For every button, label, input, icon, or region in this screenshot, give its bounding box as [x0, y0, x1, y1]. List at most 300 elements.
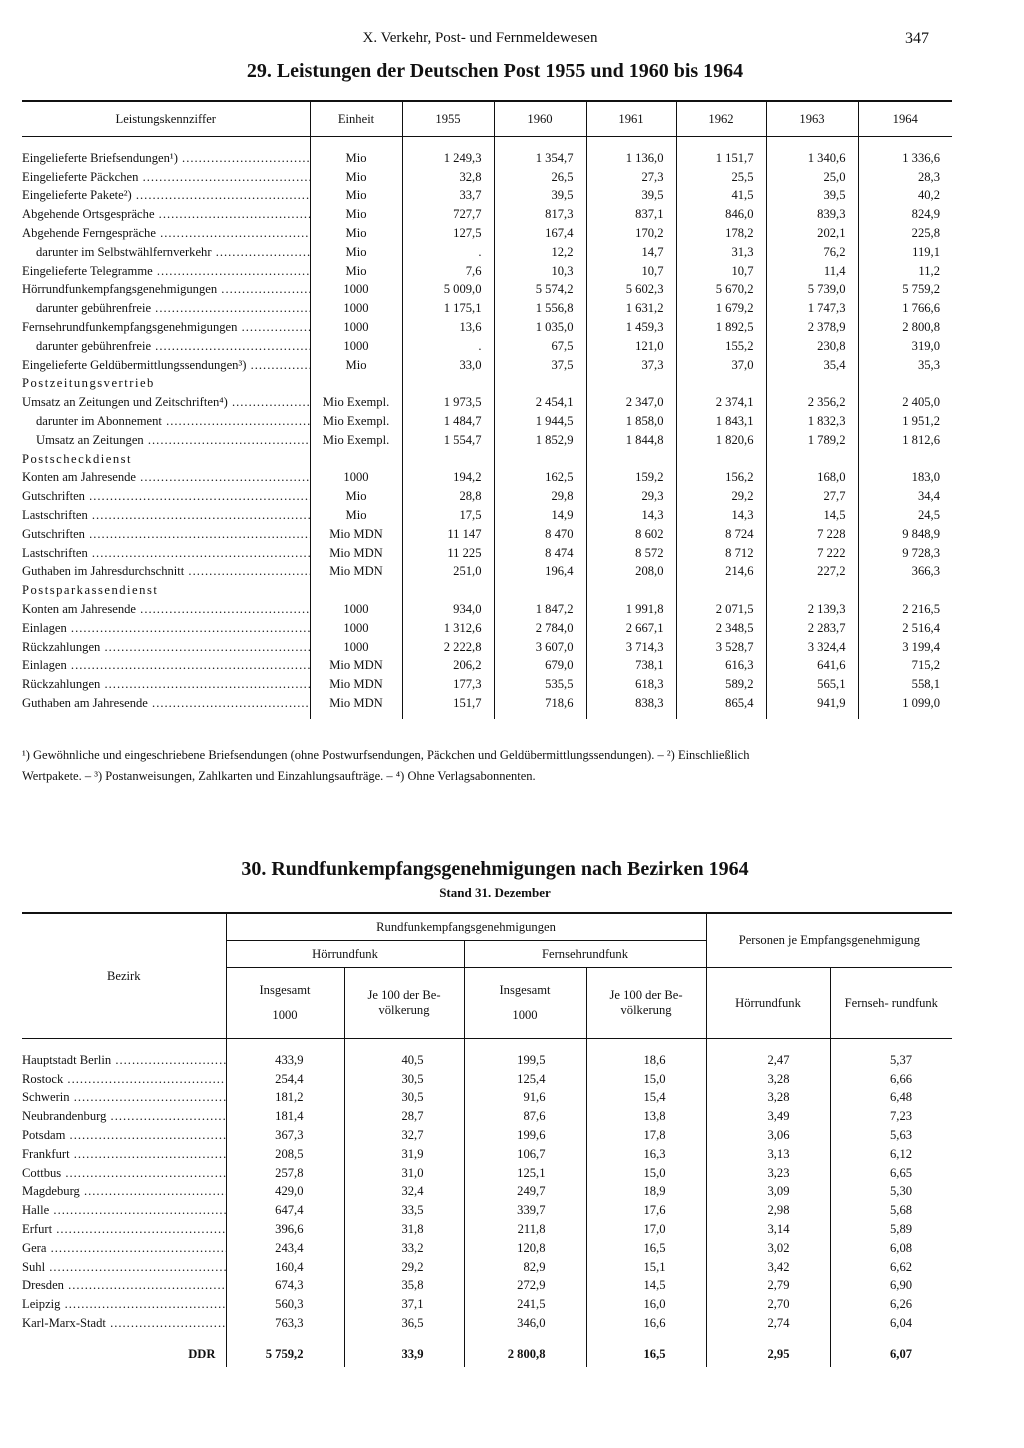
value-cell: 27,7 [766, 487, 858, 506]
value-cell: 1 249,3 [402, 137, 494, 168]
table-row [22, 1039, 952, 1070]
header-unit-label: 1000 [272, 1008, 298, 1022]
table29-title: 29. Leistungen der Deutschen Post 1955 und 1960 bis 1964 [246, 60, 744, 82]
table30-body [22, 1039, 952, 1367]
value-cell: 227,2 [766, 563, 858, 582]
row-label-text: Fernsehrundfunkempfangsgenehmigungen ..... [22, 320, 310, 334]
value-cell: 41,5 [676, 187, 766, 206]
value-cell: 433,9 [226, 1039, 344, 1070]
value-cell: 206,2 [402, 657, 494, 676]
unit-cell: Mio MDN [310, 657, 402, 676]
value-cell: 589,2 [676, 675, 766, 694]
unit-cell [310, 581, 402, 600]
value-cell: 1 747,3 [766, 299, 858, 318]
value-cell: 1 847,2 [494, 600, 586, 619]
table-row [22, 1183, 952, 1202]
value-cell: 11,4 [766, 262, 858, 281]
row-label [22, 412, 310, 431]
value-cell: 1 312,6 [402, 619, 494, 638]
value-cell: 5 739,0 [766, 281, 858, 300]
bezirk-label [22, 1183, 226, 1202]
header-year-1955: 1955 [402, 101, 494, 137]
row-label-text: Eingelieferte Geldübermittlungssendungen³) ..... [22, 358, 310, 372]
value-cell: 76,2 [766, 243, 858, 262]
header-insgesamt-fern [464, 968, 586, 1039]
row-label [22, 525, 310, 544]
value-cell: 40,5 [344, 1039, 464, 1070]
value-cell: 2 374,1 [676, 393, 766, 412]
value-cell: 8 572 [586, 544, 676, 563]
value-cell: 2 784,0 [494, 619, 586, 638]
value-cell: 29,2 [344, 1258, 464, 1277]
value-cell: 37,5 [494, 356, 586, 375]
value-cell: 1 679,2 [676, 299, 766, 318]
row-label [22, 375, 310, 394]
value-cell: 3,13 [706, 1145, 830, 1164]
value-cell: 366,3 [858, 563, 952, 582]
value-cell: 67,5 [494, 337, 586, 356]
header-leistungskennziffer: Leistungskennziffer [22, 101, 310, 137]
table-row [22, 393, 952, 412]
value-cell: 5 602,3 [586, 281, 676, 300]
value-cell: 28,7 [344, 1107, 464, 1126]
value-cell: 1 843,1 [676, 412, 766, 431]
value-cell: 3,09 [706, 1183, 830, 1202]
bezirk-name: Rostock ..... [22, 1072, 226, 1086]
value-cell: 346,0 [464, 1314, 586, 1333]
value-cell: 16,3 [586, 1145, 706, 1164]
value-cell: 2 356,2 [766, 393, 858, 412]
value-cell: 679,0 [494, 657, 586, 676]
value-cell: 14,3 [676, 506, 766, 525]
value-cell: 272,9 [464, 1277, 586, 1296]
value-cell [586, 450, 676, 469]
value-cell: 18,9 [586, 1183, 706, 1202]
table-row [22, 1107, 952, 1126]
value-cell [766, 450, 858, 469]
value-cell: 5 670,2 [676, 281, 766, 300]
table-row [22, 337, 952, 356]
table-row [22, 224, 952, 243]
row-label-text: Lastschriften ..... [22, 508, 310, 522]
value-cell: 2,74 [706, 1314, 830, 1333]
table-row [22, 1089, 952, 1108]
value-cell: 208,5 [226, 1145, 344, 1164]
unit-cell: Mio MDN [310, 544, 402, 563]
value-cell [858, 581, 952, 600]
row-label [22, 393, 310, 412]
bezirk-name: Erfurt ..... [22, 1222, 226, 1236]
value-cell: 11 147 [402, 525, 494, 544]
unit-cell [310, 375, 402, 394]
value-cell: 30,5 [344, 1070, 464, 1089]
table30-title: 30. Rundfunkempfangsgenehmigungen nach Bezirken 1964 [241, 858, 749, 880]
page-number: 347 [905, 30, 929, 47]
table-row [22, 318, 952, 337]
table-row [22, 600, 952, 619]
header-insgesamt-hoer [226, 968, 344, 1039]
footnote-line: Wertpakete. – ³) Postanweisungen, Zahlkarten und Einzahlungsaufträge. – ⁴) Ohne Verlagsabonnenten. [22, 769, 536, 783]
bezirk-name: Schwerin ..... [22, 1090, 226, 1104]
value-cell: 3,23 [706, 1164, 830, 1183]
header-year-1962: 1962 [676, 101, 766, 137]
value-cell: 2 454,1 [494, 393, 586, 412]
value-cell: 106,7 [464, 1145, 586, 1164]
value-cell: 641,6 [766, 657, 858, 676]
value-cell: 839,3 [766, 205, 858, 224]
value-cell: 558,1 [858, 675, 952, 694]
table-row [22, 1258, 952, 1277]
value-cell [586, 375, 676, 394]
value-cell [586, 581, 676, 600]
value-cell: 1 340,6 [766, 137, 858, 168]
header-year-1964: 1964 [858, 101, 952, 137]
unit-cell: Mio [310, 205, 402, 224]
value-cell: 15,1 [586, 1258, 706, 1277]
value-cell [676, 581, 766, 600]
table-row [22, 168, 952, 187]
value-cell: 24,5 [858, 506, 952, 525]
value-cell: . [402, 243, 494, 262]
value-cell: 5 009,0 [402, 281, 494, 300]
row-label-text: Lastschriften ..... [22, 546, 310, 560]
value-cell: 230,8 [766, 337, 858, 356]
value-cell: 8 470 [494, 525, 586, 544]
total-value-cell: 16,5 [586, 1333, 706, 1367]
bezirk-label [22, 1126, 226, 1145]
bezirk-name: Magdeburg ..... [22, 1184, 226, 1198]
bezirk-name: Potsdam ..... [22, 1128, 226, 1142]
value-cell: 1 175,1 [402, 299, 494, 318]
value-cell [494, 375, 586, 394]
value-cell: 25,0 [766, 168, 858, 187]
bezirk-name: Gera ..... [22, 1241, 226, 1255]
row-label [22, 469, 310, 488]
unit-cell: Mio MDN [310, 694, 402, 719]
value-cell: 14,5 [586, 1277, 706, 1296]
row-label [22, 224, 310, 243]
header-bezirk: Bezirk [22, 913, 226, 1039]
value-cell: 3 324,4 [766, 638, 858, 657]
value-cell: 367,3 [226, 1126, 344, 1145]
value-cell: 2 347,0 [586, 393, 676, 412]
table-row [22, 281, 952, 300]
row-label-text: Rückzahlungen ..... [22, 640, 310, 654]
unit-cell: 1000 [310, 638, 402, 657]
value-cell: 181,2 [226, 1089, 344, 1108]
value-cell: 1 459,3 [586, 318, 676, 337]
row-label-text: Eingelieferte Päckchen ..... [22, 170, 310, 184]
value-cell: 2 139,3 [766, 600, 858, 619]
value-cell: 1 858,0 [586, 412, 676, 431]
header-group-persons: Personen je Empfangsgenehmigung [706, 913, 952, 968]
value-cell: 535,5 [494, 675, 586, 694]
unit-cell: 1000 [310, 337, 402, 356]
value-cell: 254,4 [226, 1070, 344, 1089]
value-cell: 125,4 [464, 1070, 586, 1089]
value-cell: 715,2 [858, 657, 952, 676]
table29 [22, 100, 952, 719]
value-cell: 121,0 [586, 337, 676, 356]
value-cell: 120,8 [464, 1239, 586, 1258]
table-row [22, 356, 952, 375]
row-label [22, 431, 310, 450]
row-label-text: Umsatz an Zeitungen und Zeitschriften⁴) ..... [22, 395, 310, 409]
value-cell: 6,65 [830, 1164, 952, 1183]
value-cell: 162,5 [494, 469, 586, 488]
bezirk-name: Frankfurt ..... [22, 1147, 226, 1161]
value-cell: 3,06 [706, 1126, 830, 1145]
value-cell: . [402, 337, 494, 356]
value-cell: 3,14 [706, 1220, 830, 1239]
unit-cell: 1000 [310, 281, 402, 300]
value-cell: 838,3 [586, 694, 676, 719]
value-cell: 1 336,6 [858, 137, 952, 168]
unit-cell: Mio Exempl. [310, 431, 402, 450]
value-cell: 11 225 [402, 544, 494, 563]
table-row [22, 619, 952, 638]
value-cell: 196,4 [494, 563, 586, 582]
value-cell: 2 378,9 [766, 318, 858, 337]
value-cell: 37,3 [586, 356, 676, 375]
table-row [22, 262, 952, 281]
value-cell: 7 228 [766, 525, 858, 544]
value-cell: 560,3 [226, 1295, 344, 1314]
row-label [22, 638, 310, 657]
table30 [22, 912, 952, 1367]
value-cell: 257,8 [226, 1164, 344, 1183]
value-cell: 35,8 [344, 1277, 464, 1296]
row-label [22, 544, 310, 563]
value-cell: 5,68 [830, 1201, 952, 1220]
value-cell: 33,5 [344, 1201, 464, 1220]
value-cell: 7 222 [766, 544, 858, 563]
table-row [22, 563, 952, 582]
row-label-text: Eingelieferte Briefsendungen¹) ..... [22, 151, 310, 165]
table-row [22, 1145, 952, 1164]
value-cell: 2 800,8 [858, 318, 952, 337]
value-cell: 824,9 [858, 205, 952, 224]
row-label [22, 487, 310, 506]
footnote-line: ¹) Gewöhnliche und eingeschriebene Briefsendungen (ohne Postwurfsendungen, Päckchen und Geldübermittlungssendungen). – ²) Einschließlich [22, 748, 750, 762]
value-cell: 16,6 [586, 1314, 706, 1333]
row-label-text: darunter im Selbstwählfernverkehr ..... [36, 245, 310, 259]
unit-cell: Mio MDN [310, 525, 402, 544]
table-row [22, 694, 952, 719]
row-label-text: Umsatz an Zeitungen ..... [36, 433, 310, 447]
row-label-text: Konten am Jahresende ..... [22, 602, 310, 616]
value-cell: 181,4 [226, 1107, 344, 1126]
value-cell: 29,2 [676, 487, 766, 506]
bezirk-name: Halle ..... [22, 1203, 226, 1217]
value-cell: 16,5 [586, 1239, 706, 1258]
unit-cell: 1000 [310, 600, 402, 619]
unit-cell: 1000 [310, 318, 402, 337]
value-cell: 14,5 [766, 506, 858, 525]
value-cell: 151,7 [402, 694, 494, 719]
value-cell: 2 405,0 [858, 393, 952, 412]
value-cell: 5 759,2 [858, 281, 952, 300]
header-group-hoerrundfunk: Hörrundfunk [226, 941, 464, 968]
table-row [22, 675, 952, 694]
value-cell: 178,2 [676, 224, 766, 243]
value-cell: 127,5 [402, 224, 494, 243]
value-cell: 2 283,7 [766, 619, 858, 638]
table-row [22, 1314, 952, 1333]
value-cell: 339,7 [464, 1201, 586, 1220]
value-cell: 241,5 [464, 1295, 586, 1314]
row-label-text: Abgehende Ferngespräche ..... [22, 226, 310, 240]
value-cell: 202,1 [766, 224, 858, 243]
header-je100-fern: Je 100 der Be- völkerung [586, 968, 706, 1039]
row-label-text: Konten am Jahresende ..... [22, 470, 310, 484]
value-cell: 846,0 [676, 205, 766, 224]
header-insgesamt-label: Insgesamt [499, 983, 551, 997]
unit-cell: Mio [310, 356, 402, 375]
table-row [22, 412, 952, 431]
header-insgesamt-label: Insgesamt [259, 983, 311, 997]
value-cell: 5,63 [830, 1126, 952, 1145]
value-cell: 2,47 [706, 1039, 830, 1070]
value-cell: 35,4 [766, 356, 858, 375]
section-row [22, 581, 952, 600]
value-cell: 2,98 [706, 1201, 830, 1220]
value-cell: 32,4 [344, 1183, 464, 1202]
bezirk-name: Dresden ..... [22, 1278, 226, 1292]
value-cell: 31,8 [344, 1220, 464, 1239]
value-cell: 1 631,2 [586, 299, 676, 318]
row-label-text: Eingelieferte Pakete²) ..... [22, 188, 310, 202]
header-je100-hoer: Je 100 der Be- völkerung [344, 968, 464, 1039]
bezirk-label [22, 1107, 226, 1126]
table-row [22, 1070, 952, 1089]
row-label-text: Guthaben am Jahresende ..... [22, 696, 310, 710]
value-cell: 817,3 [494, 205, 586, 224]
value-cell: 9 848,9 [858, 525, 952, 544]
table-row [22, 469, 952, 488]
section-heading: Postzeitungsvertrieb [22, 376, 155, 391]
row-label-text: Einlagen ..... [22, 621, 310, 635]
row-label-text: Einlagen ..... [22, 658, 310, 672]
value-cell: 6,12 [830, 1145, 952, 1164]
value-cell: 3,02 [706, 1239, 830, 1258]
value-cell: 25,5 [676, 168, 766, 187]
unit-cell [310, 450, 402, 469]
value-cell [766, 375, 858, 394]
bezirk-label [22, 1258, 226, 1277]
row-label [22, 337, 310, 356]
table29-footnotes [22, 745, 957, 787]
header-unit-label: 1000 [512, 1008, 538, 1022]
value-cell: 1 554,7 [402, 431, 494, 450]
value-cell: 1 484,7 [402, 412, 494, 431]
table-row [22, 1295, 952, 1314]
value-cell: 6,08 [830, 1239, 952, 1258]
bezirk-label [22, 1239, 226, 1258]
value-cell: 718,6 [494, 694, 586, 719]
total-value-cell: 33,9 [344, 1333, 464, 1367]
total-value-cell: 2 800,8 [464, 1333, 586, 1367]
table29-header-row [22, 101, 952, 137]
value-cell: 1 789,2 [766, 431, 858, 450]
table-row [22, 1201, 952, 1220]
row-label-text: darunter gebührenfreie ..... [36, 339, 310, 353]
value-cell: 29,8 [494, 487, 586, 506]
header-group-main: Rundfunkempfangsgenehmigungen [226, 913, 706, 941]
value-cell: 396,6 [226, 1220, 344, 1239]
value-cell: 17,8 [586, 1126, 706, 1145]
value-cell: 738,1 [586, 657, 676, 676]
table-row [22, 187, 952, 206]
value-cell [858, 375, 952, 394]
value-cell: 727,7 [402, 205, 494, 224]
row-label-text: Abgehende Ortsgespräche ..... [22, 207, 310, 221]
value-cell: 194,2 [402, 469, 494, 488]
value-cell: 156,2 [676, 469, 766, 488]
row-label [22, 450, 310, 469]
unit-cell: Mio [310, 187, 402, 206]
value-cell: 1 820,6 [676, 431, 766, 450]
value-cell: 7,6 [402, 262, 494, 281]
value-cell: 33,0 [402, 356, 494, 375]
value-cell: 30,5 [344, 1089, 464, 1108]
value-cell: 33,2 [344, 1239, 464, 1258]
section-row [22, 450, 952, 469]
value-cell: 9 728,3 [858, 544, 952, 563]
value-cell: 3 528,7 [676, 638, 766, 657]
value-cell: 13,6 [402, 318, 494, 337]
value-cell: 87,6 [464, 1107, 586, 1126]
value-cell: 1 136,0 [586, 137, 676, 168]
value-cell: 167,4 [494, 224, 586, 243]
row-label [22, 356, 310, 375]
value-cell: 14,7 [586, 243, 676, 262]
value-cell: 6,48 [830, 1089, 952, 1108]
table-row [22, 1164, 952, 1183]
running-head: X. Verkehr, Post- und Fernmeldewesen [362, 30, 598, 46]
value-cell [402, 450, 494, 469]
header-einheit: Einheit [310, 101, 402, 137]
bezirk-label [22, 1220, 226, 1239]
value-cell: 39,5 [586, 187, 676, 206]
value-cell: 37,0 [676, 356, 766, 375]
bezirk-label [22, 1039, 226, 1070]
value-cell: 34,4 [858, 487, 952, 506]
value-cell: 15,4 [586, 1089, 706, 1108]
table-row [22, 657, 952, 676]
header-group-fernsehrundfunk: Fernsehrundfunk [464, 941, 706, 968]
table-row [22, 299, 952, 318]
row-label [22, 675, 310, 694]
table-row [22, 1239, 952, 1258]
value-cell: 5,30 [830, 1183, 952, 1202]
value-cell: 31,3 [676, 243, 766, 262]
row-label [22, 299, 310, 318]
value-cell: 429,0 [226, 1183, 344, 1202]
unit-cell: Mio [310, 224, 402, 243]
value-cell: 37,1 [344, 1295, 464, 1314]
total-value-cell: 6,07 [830, 1333, 952, 1367]
bezirk-name: Karl-Marx-Stadt ..... [22, 1316, 226, 1330]
value-cell: 33,7 [402, 187, 494, 206]
value-cell: 6,90 [830, 1277, 952, 1296]
value-cell: 2 667,1 [586, 619, 676, 638]
value-cell: 1 844,8 [586, 431, 676, 450]
value-cell: 170,2 [586, 224, 676, 243]
value-cell: 1 766,6 [858, 299, 952, 318]
value-cell: 5 574,2 [494, 281, 586, 300]
table-row [22, 243, 952, 262]
